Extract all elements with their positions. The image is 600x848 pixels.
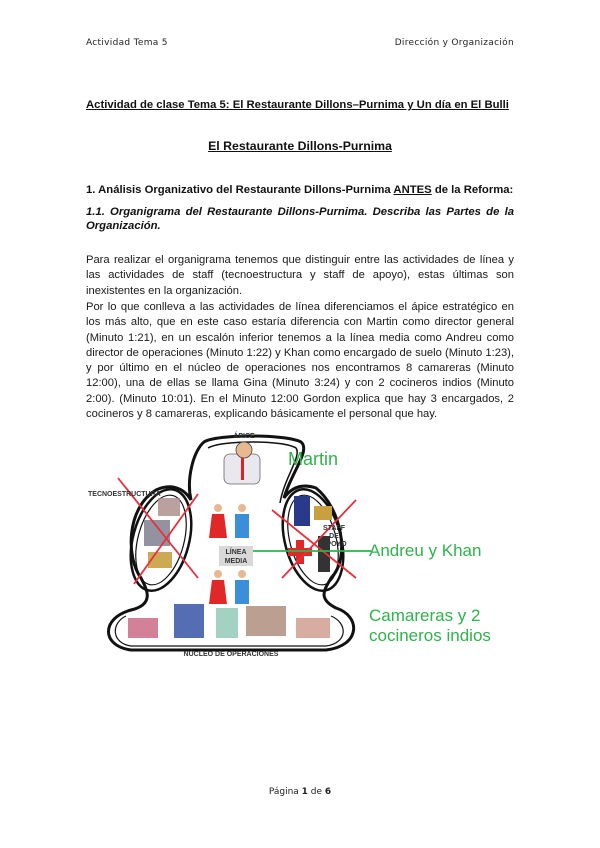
heading-1-emphasis: ANTES [393,184,432,196]
footer-total-pages: 6 [324,787,332,797]
header-right: Dirección y Organización [394,38,514,48]
label-apice: ÁPICE [233,433,255,440]
annotation-andreu-khan: Andreu y Khan [369,541,482,560]
document-title: Actividad de clase Tema 5: El Restaurante Dillons–Purnima y Un día en El Bulli [86,99,509,111]
paragraph-1: Para realizar el organigrama tenemos que distinguir entre las actividades de línea y las actividades de staff (tecnoestructura y staff de apoyo), estas últimas son inexistentes en la organización. [86,254,514,297]
annotation-camareras-line-2: cocineros indios [369,626,491,645]
label-linea: LÍNEA [225,549,247,556]
label-tecnoestructura: TECNOESTRUCTURA [88,491,161,498]
heading-1 [86,184,513,196]
page-footer [0,787,600,797]
header-left: Actividad Tema 5 [86,38,168,48]
footer-prefix: Página [268,787,302,797]
heading-1-after: de la Reforma: [431,184,514,196]
label-de: DE [329,533,339,540]
annotation-martin: Martin [288,449,339,469]
paragraph-2: Por lo que conlleva a las actividades de línea diferenciamos el ápice estratégico en los más alto, que en este caso estaría diferencia con Martin como director general (Minuto 1:21), en un escalón inferior tenemos a la línea media como Andreu como director de operaciones (Minuto 1:22) y Khan como encargado de suelo (Minuto 1:23), y por último en el núcleo de operaciones nos encontramos 8 camareras (Minuto 12:00), una de ellas se llama Gina (Minuto 3:24) y con 2 cocineros indios (Minuto 2:00). (Minuto 10:01). En el Minuto 12:00 Gordon explica que hay 3 encargados, 2 cocineros y 8 camareras, explicando básicamente el personal que hay. [86,301,514,421]
label-media: MEDIA [224,558,248,565]
page-header [86,38,514,52]
label-apoyo: APOYO [321,541,347,548]
section-title: El Restaurante Dillons-Purnima [208,139,392,153]
annotation-camareras-line-1: Camareras y 2 [369,606,481,625]
label-nucleo: NÚCLEO DE OPERACIONES [183,651,279,658]
label-staff: STAFF [322,525,346,532]
footer-page-number: 1 [301,787,308,797]
heading-1-before: 1. Análisis Organizativo del Restaurante Dillons-Purnima [86,184,394,196]
heading-2: 1.1. Organigrama del Restaurante Dillons-Purnima. Describa las Partes de la Organización. [86,206,514,232]
annotation-camareras [369,606,491,646]
footer-middle: de [307,787,325,797]
